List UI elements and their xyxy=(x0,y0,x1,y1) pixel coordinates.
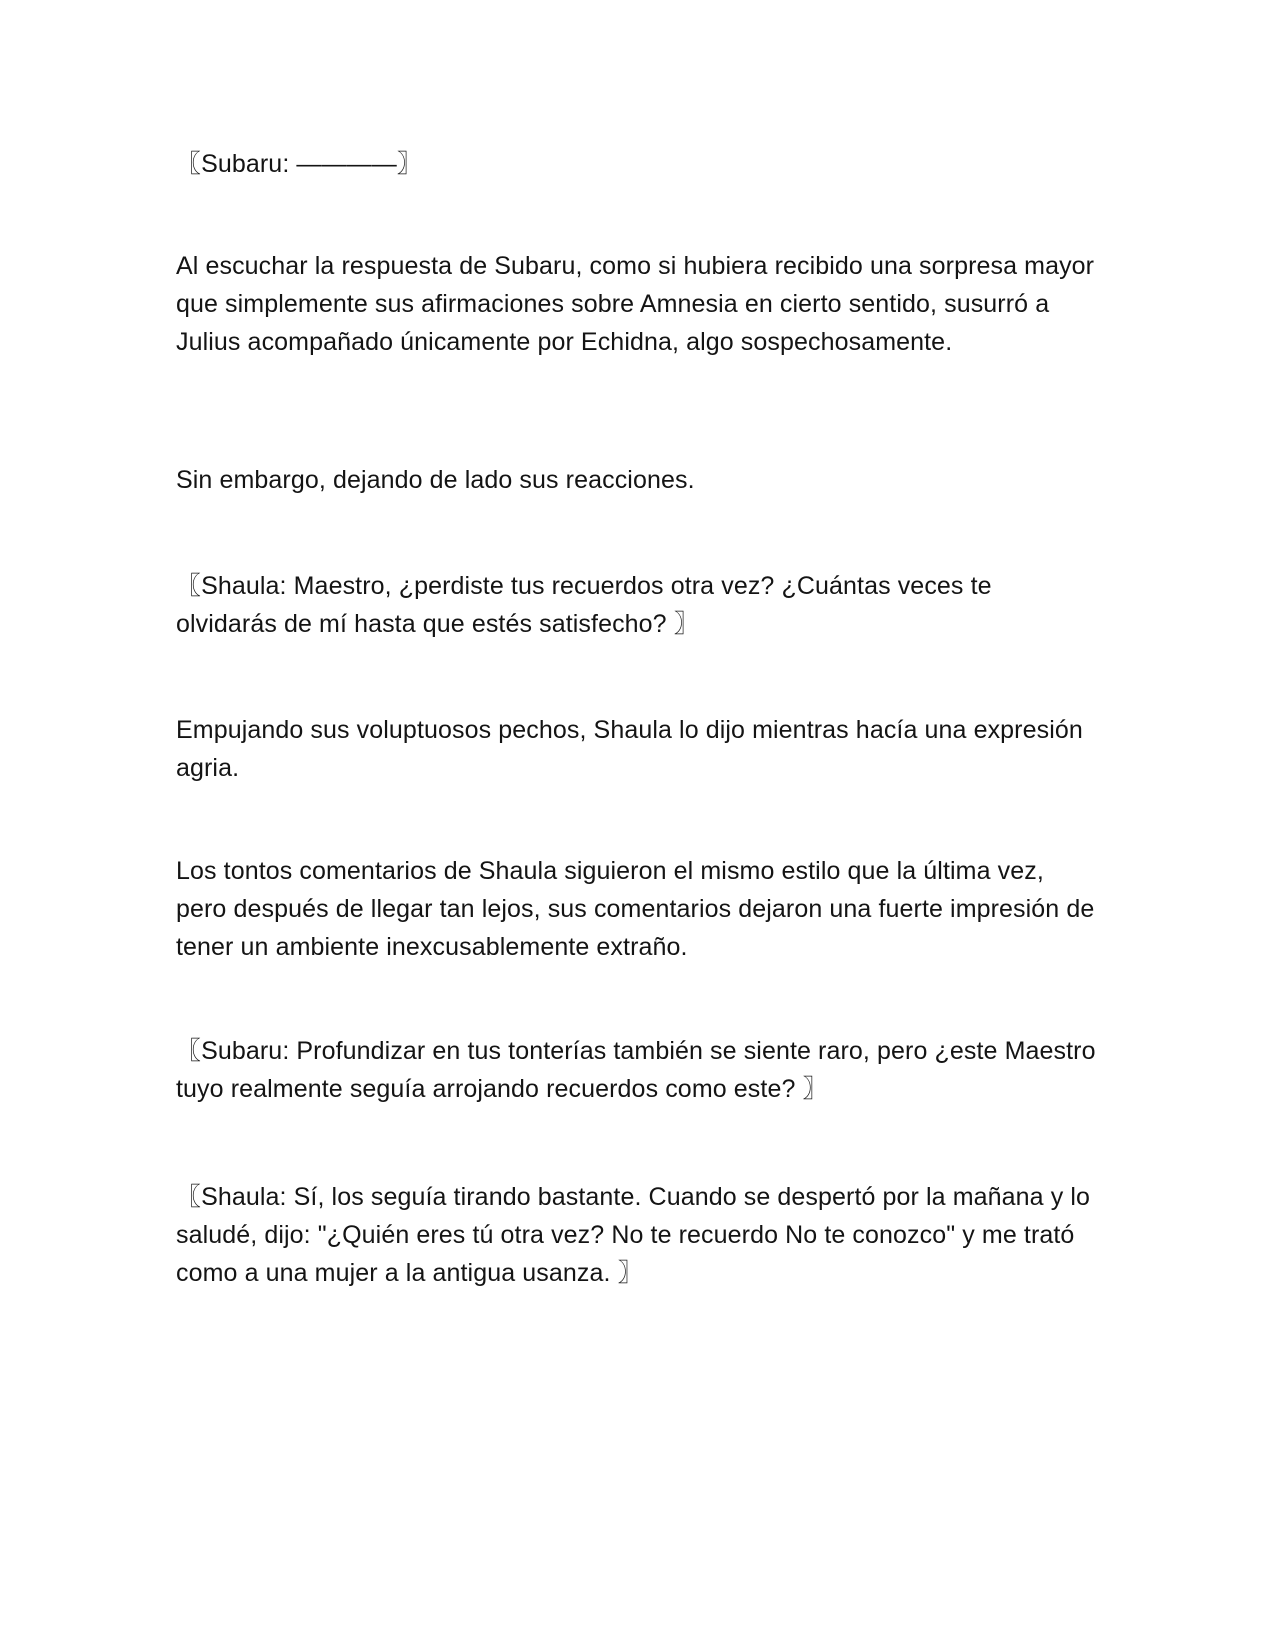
dialogue-subaru-2: 〖Subaru: Profundizar en tus tonterías también se siente raro, pero ¿este Maestro tuyo realmente seguía arrojando recuerdos como este? 〗 xyxy=(176,1037,1096,1103)
narration-paragraph-4: Los tontos comentarios de Shaula siguieron el mismo estilo que la última vez, pero después de llegar tan lejos, sus comentarios dejaron una fuerte impresión de tener un ambiente inexcusablemente extraño. xyxy=(176,857,1095,961)
dialogue-shaula-2: 〖Shaula: Sí, los seguía tirando bastante. Cuando se despertó por la mañana y lo saludé, dijo: "¿Quién eres tú otra vez? No te recuerdo No te conozco" y me trató como a una mujer a la antigua usanza. 〗 xyxy=(176,1183,1091,1287)
narration-paragraph-2: Sin embargo, dejando de lado sus reacciones. xyxy=(176,466,695,494)
dialogue-subaru-1: 〖Subaru: ————〗 xyxy=(176,150,422,178)
narration-paragraph-3: Empujando sus voluptuosos pechos, Shaula lo dijo mientras hacía una expresión agria. xyxy=(176,716,1083,782)
dialogue-shaula-1: 〖Shaula: Maestro, ¿perdiste tus recuerdos otra vez? ¿Cuántas veces te olvidarás de mí hasta que estés satisfecho? 〗 xyxy=(176,572,992,638)
narration-paragraph-1: Al escuchar la respuesta de Subaru, como si hubiera recibido una sorpresa mayor que simplemente sus afirmaciones sobre Amnesia en cierto sentido, susurró a Julius acompañado únicamente por Echidna, algo sospechosamente. xyxy=(176,252,1095,356)
